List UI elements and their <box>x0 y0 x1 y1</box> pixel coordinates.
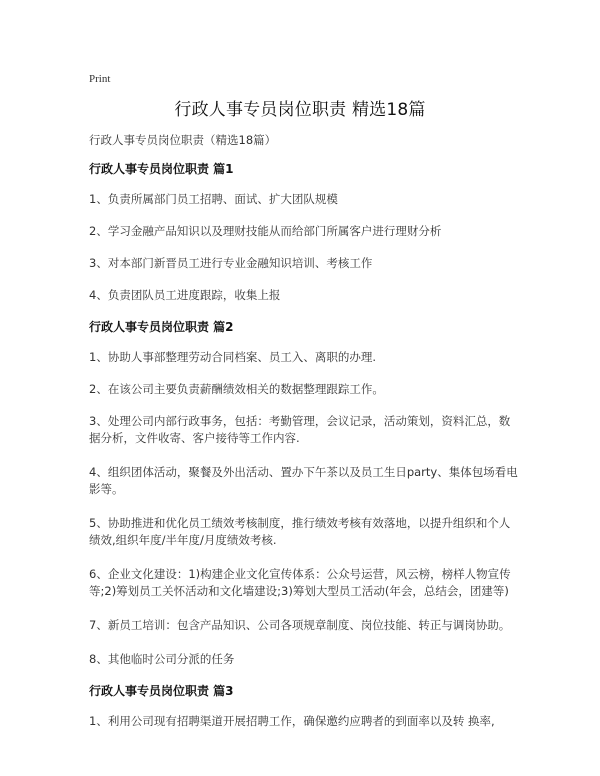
section-1-item-1: 1、负责所属部门员工招聘、面试、扩大团队规模 <box>89 192 338 206</box>
section-heading-2: 行政人事专员岗位职责 篇2 <box>89 320 234 334</box>
section-1-item-4: 4、负责团队员工进度跟踪，收集上报 <box>89 288 281 302</box>
section-2-item-3: 3、处理公司内部行政事务，包括：考勤管理，会议记录，活动策划，资料汇总，数据分析，文件收寄、客户接待等工作内容. <box>89 414 511 445</box>
section-2-item-4: 4、组织团体活动，聚餐及外出活动、置办下午茶以及员工生日party、集体包场看电影等。 <box>89 465 518 496</box>
section-2-item-5: 5、协助推进和优化员工绩效考核制度，推行绩效考核有效落地，以提升组织和个人绩效,组织年度/半年度/月度绩效考核. <box>89 516 511 547</box>
section-2-item-8: 8、其他临时公司分派的任务 <box>89 652 235 666</box>
page-title: 行政人事专员岗位职责 精选18篇 <box>174 100 426 120</box>
section-2-item-1: 1、协助人事部整理劳动合同档案、员工入、离职的办理. <box>89 350 376 364</box>
section-1-item-3: 3、对本部门新晋员工进行专业金融知识培训、考核工作 <box>89 256 373 270</box>
section-1-item-2: 2、学习金融产品知识以及理财技能从而给部门所属客户进行理财分析 <box>89 224 442 238</box>
section-heading-3: 行政人事专员岗位职责 篇3 <box>89 684 234 698</box>
section-2-item-7: 7、新员工培训：包含产品知识、公司各项规章制度、岗位技能、转正与调岗协助。 <box>89 618 511 632</box>
section-3-item-1: 1、利用公司现有招聘渠道开展招聘工作，确保邀约应聘者的到面率以及转 换率, <box>89 714 495 728</box>
section-2-item-2: 2、在该公司主要负责薪酬绩效相关的数据整理跟踪工作。 <box>89 382 384 396</box>
section-2-item-6: 6、企业文化建设：1)构建企业文化宣传体系：公众号运营，风云榜，榜样人物宣传等;2)筹划员工关怀活动和文化墙建设;3)筹划大型员工活动(年会，总结会，团建等) <box>89 567 511 598</box>
document-body <box>89 132 519 730</box>
document-subtitle: 行政人事专员岗位职责（精选18篇） <box>89 133 277 147</box>
print-label: Print <box>89 73 111 85</box>
section-heading-1: 行政人事专员岗位职责 篇1 <box>89 162 234 176</box>
